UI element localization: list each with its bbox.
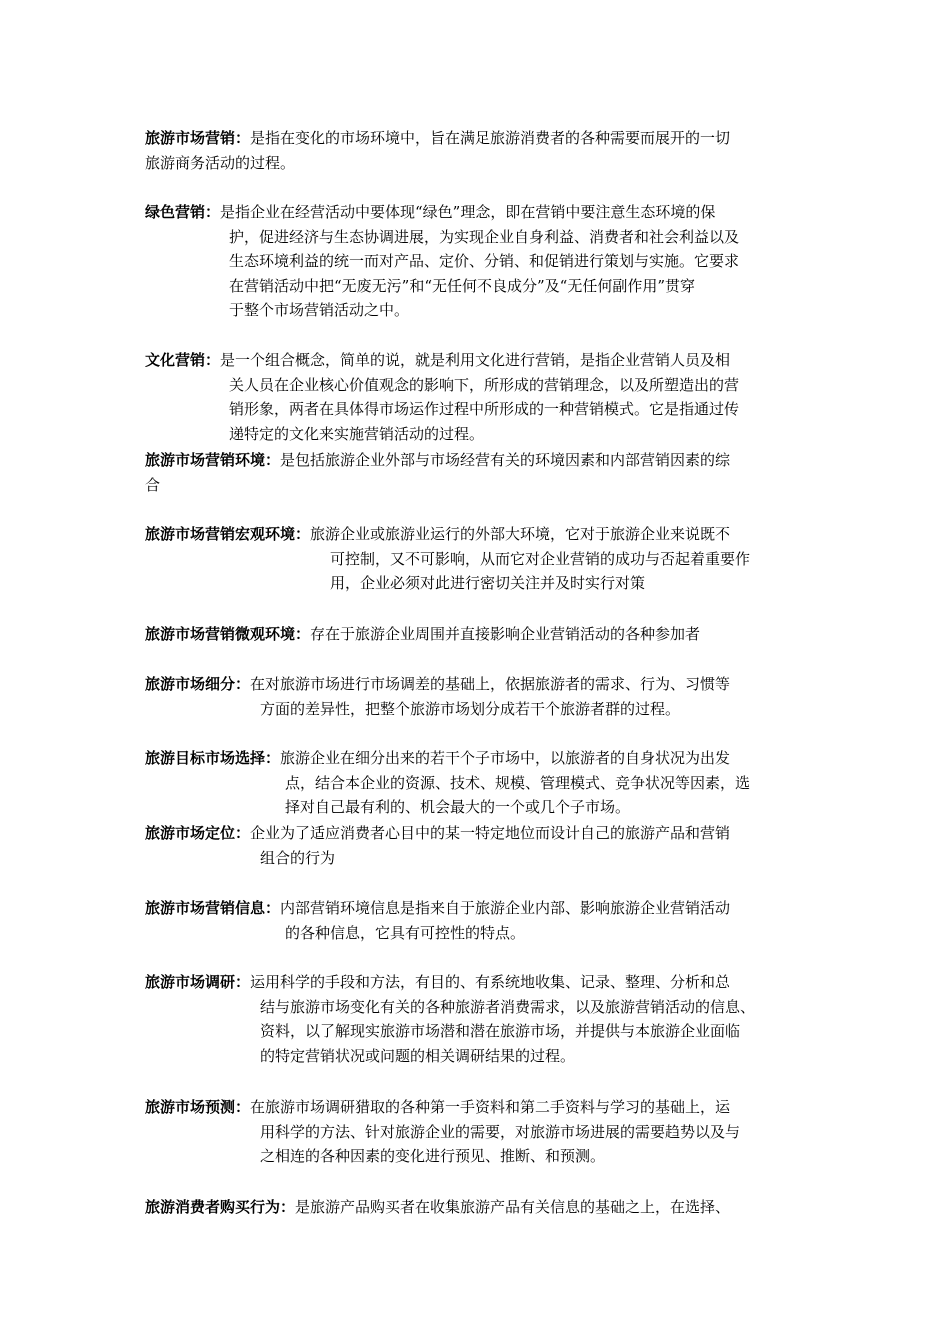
definition-text: 在对旅游市场进行市场调差的基础上，依据旅游者的需求、行为、习惯等 [250,675,731,693]
term-label: 旅游市场定位： [145,824,251,842]
entry-segmentation [145,672,730,721]
entry-culture-marketing [145,348,739,446]
term-label: 旅游市场调研： [145,973,251,991]
term-label: 旅游市场营销： [145,129,251,147]
term-label: 旅游市场营销宏观环境： [145,525,311,543]
definition-text: 旅游企业或旅游业运行的外部大环境，它对于旅游企业来说既不 [310,525,731,543]
definition-text: 资料，以了解现实旅游市场潜和潜在旅游市场，并提供与本旅游企业面临 [260,1022,741,1040]
term-label: 旅游市场营销信息： [145,899,281,917]
entry-marketing-information [145,896,730,945]
entry-target-market [145,746,750,820]
definition-text: 可控制，又不可影响，从而它对企业营销的成功与否起着重要作 [330,549,751,568]
entry-tourism-marketing [145,126,730,175]
definition-text: 递特定的文化来实施营销活动的过程。 [229,424,485,443]
definition-text: 方面的差异性，把整个旅游市场划分成若干个旅游者群的过程。 [260,699,681,718]
entry-green-marketing [145,200,739,323]
term-label: 旅游市场预测： [145,1098,251,1116]
definition-text: 之相连的各种因素的变化进行预见、推断、和预测。 [260,1147,606,1165]
definition-text: 于整个市场营销活动之中。 [229,301,410,319]
definition-text: 是一个组合概念，简单的说，就是利用文化进行营销，是指企业营销人员及相 [220,351,731,369]
definition-text: 旅游商务活动的过程。 [145,153,296,172]
definition-text: 是指在变化的市场环境中，旨在满足旅游消费者的各种需要而展开的一切 [250,129,731,147]
definition-text: 存在于旅游企业周围并直接影响企业营销活动的各种参加者 [310,625,701,643]
term-label: 旅游消费者购买行为： [145,1198,296,1216]
entry-positioning [145,821,730,870]
definition-text: 销形象，两者在具体得市场运作过程中所形成的一种营销模式。它是指通过传 [229,400,740,418]
definition-text: 是旅游产品购买者在收集旅游产品有关信息的基础之上，在选择、 [295,1198,731,1216]
term-label: 旅游市场营销微观环境： [145,625,311,643]
term-label: 绿色营销： [145,203,221,221]
definition-text: 结与旅游市场变化有关的各种旅游者消费需求，以及旅游营销活动的信息、 [260,997,756,1016]
entry-marketing-environment [145,448,730,497]
definition-text: 生态环境利益的统一而对产品、定价、分销、和促销进行策划与实施。它要求 [229,252,740,270]
definition-text: 的各种信息，它具有可控性的特点。 [285,923,526,942]
definition-text: 旅游企业在细分出来的若干个子市场中，以旅游者的自身状况为出发 [280,749,731,767]
entry-consumer-behavior [145,1195,730,1220]
definition-text: 合 [145,475,161,494]
term-label: 旅游市场营销环境： [145,451,281,469]
definition-text: 择对自己最有利的、机会最大的一个或几个子市场。 [285,798,631,816]
definition-text: 用，企业必须对此进行密切关注并及时实行对策 [330,574,646,592]
definition-text: 的特定营销状况或问题的相关调研结果的过程。 [260,1046,576,1065]
definition-text: 在旅游市场调研猎取的各种第一手资料和第二手资料与学习的基础上，运 [250,1098,731,1116]
definition-text: 用科学的方法、针对旅游企业的需要，对旅游市场进展的需要趋势以及与 [260,1122,741,1141]
term-label: 旅游目标市场选择： [145,749,281,767]
definition-text: 运用科学的手段和方法，有目的、有系统地收集、记录、整理、分析和总 [250,973,731,991]
entry-market-forecast [145,1095,740,1169]
entry-macro-environment [145,522,750,596]
definition-text: 内部营销环境信息是指来自于旅游企业内部、影响旅游企业营销活动 [280,899,731,917]
definition-text: 在营销活动中把“无废无污”和“无任何不良成分”及“无任何副作用”贯穿 [229,276,696,295]
term-label: 旅游市场细分： [145,675,251,693]
definition-text: 企业为了适应消费者心目中的某一特定地位而设计自己的旅游产品和营销 [250,824,731,842]
definition-text: 点，结合本企业的资源、技术、规模、管理模式、竞争状况等因素，选 [285,773,751,792]
entry-market-research [145,970,755,1068]
term-label: 文化营销： [145,351,221,369]
definition-text: 组合的行为 [260,848,336,867]
entry-micro-environment [145,622,700,647]
definition-text: 关人员在企业核心价值观念的影响下，所形成的营销理念，以及所塑造出的营 [229,375,740,394]
definition-text: 是指企业在经营活动中要体现“绿色”理念，即在营销中要注意生态环境的保 [220,203,716,221]
definition-text: 是包括旅游企业外部与市场经营有关的环境因素和内部营销因素的综 [280,451,731,469]
definition-text: 护，促进经济与生态协调进展，为实现企业自身利益、消费者和社会利益以及 [229,227,740,246]
